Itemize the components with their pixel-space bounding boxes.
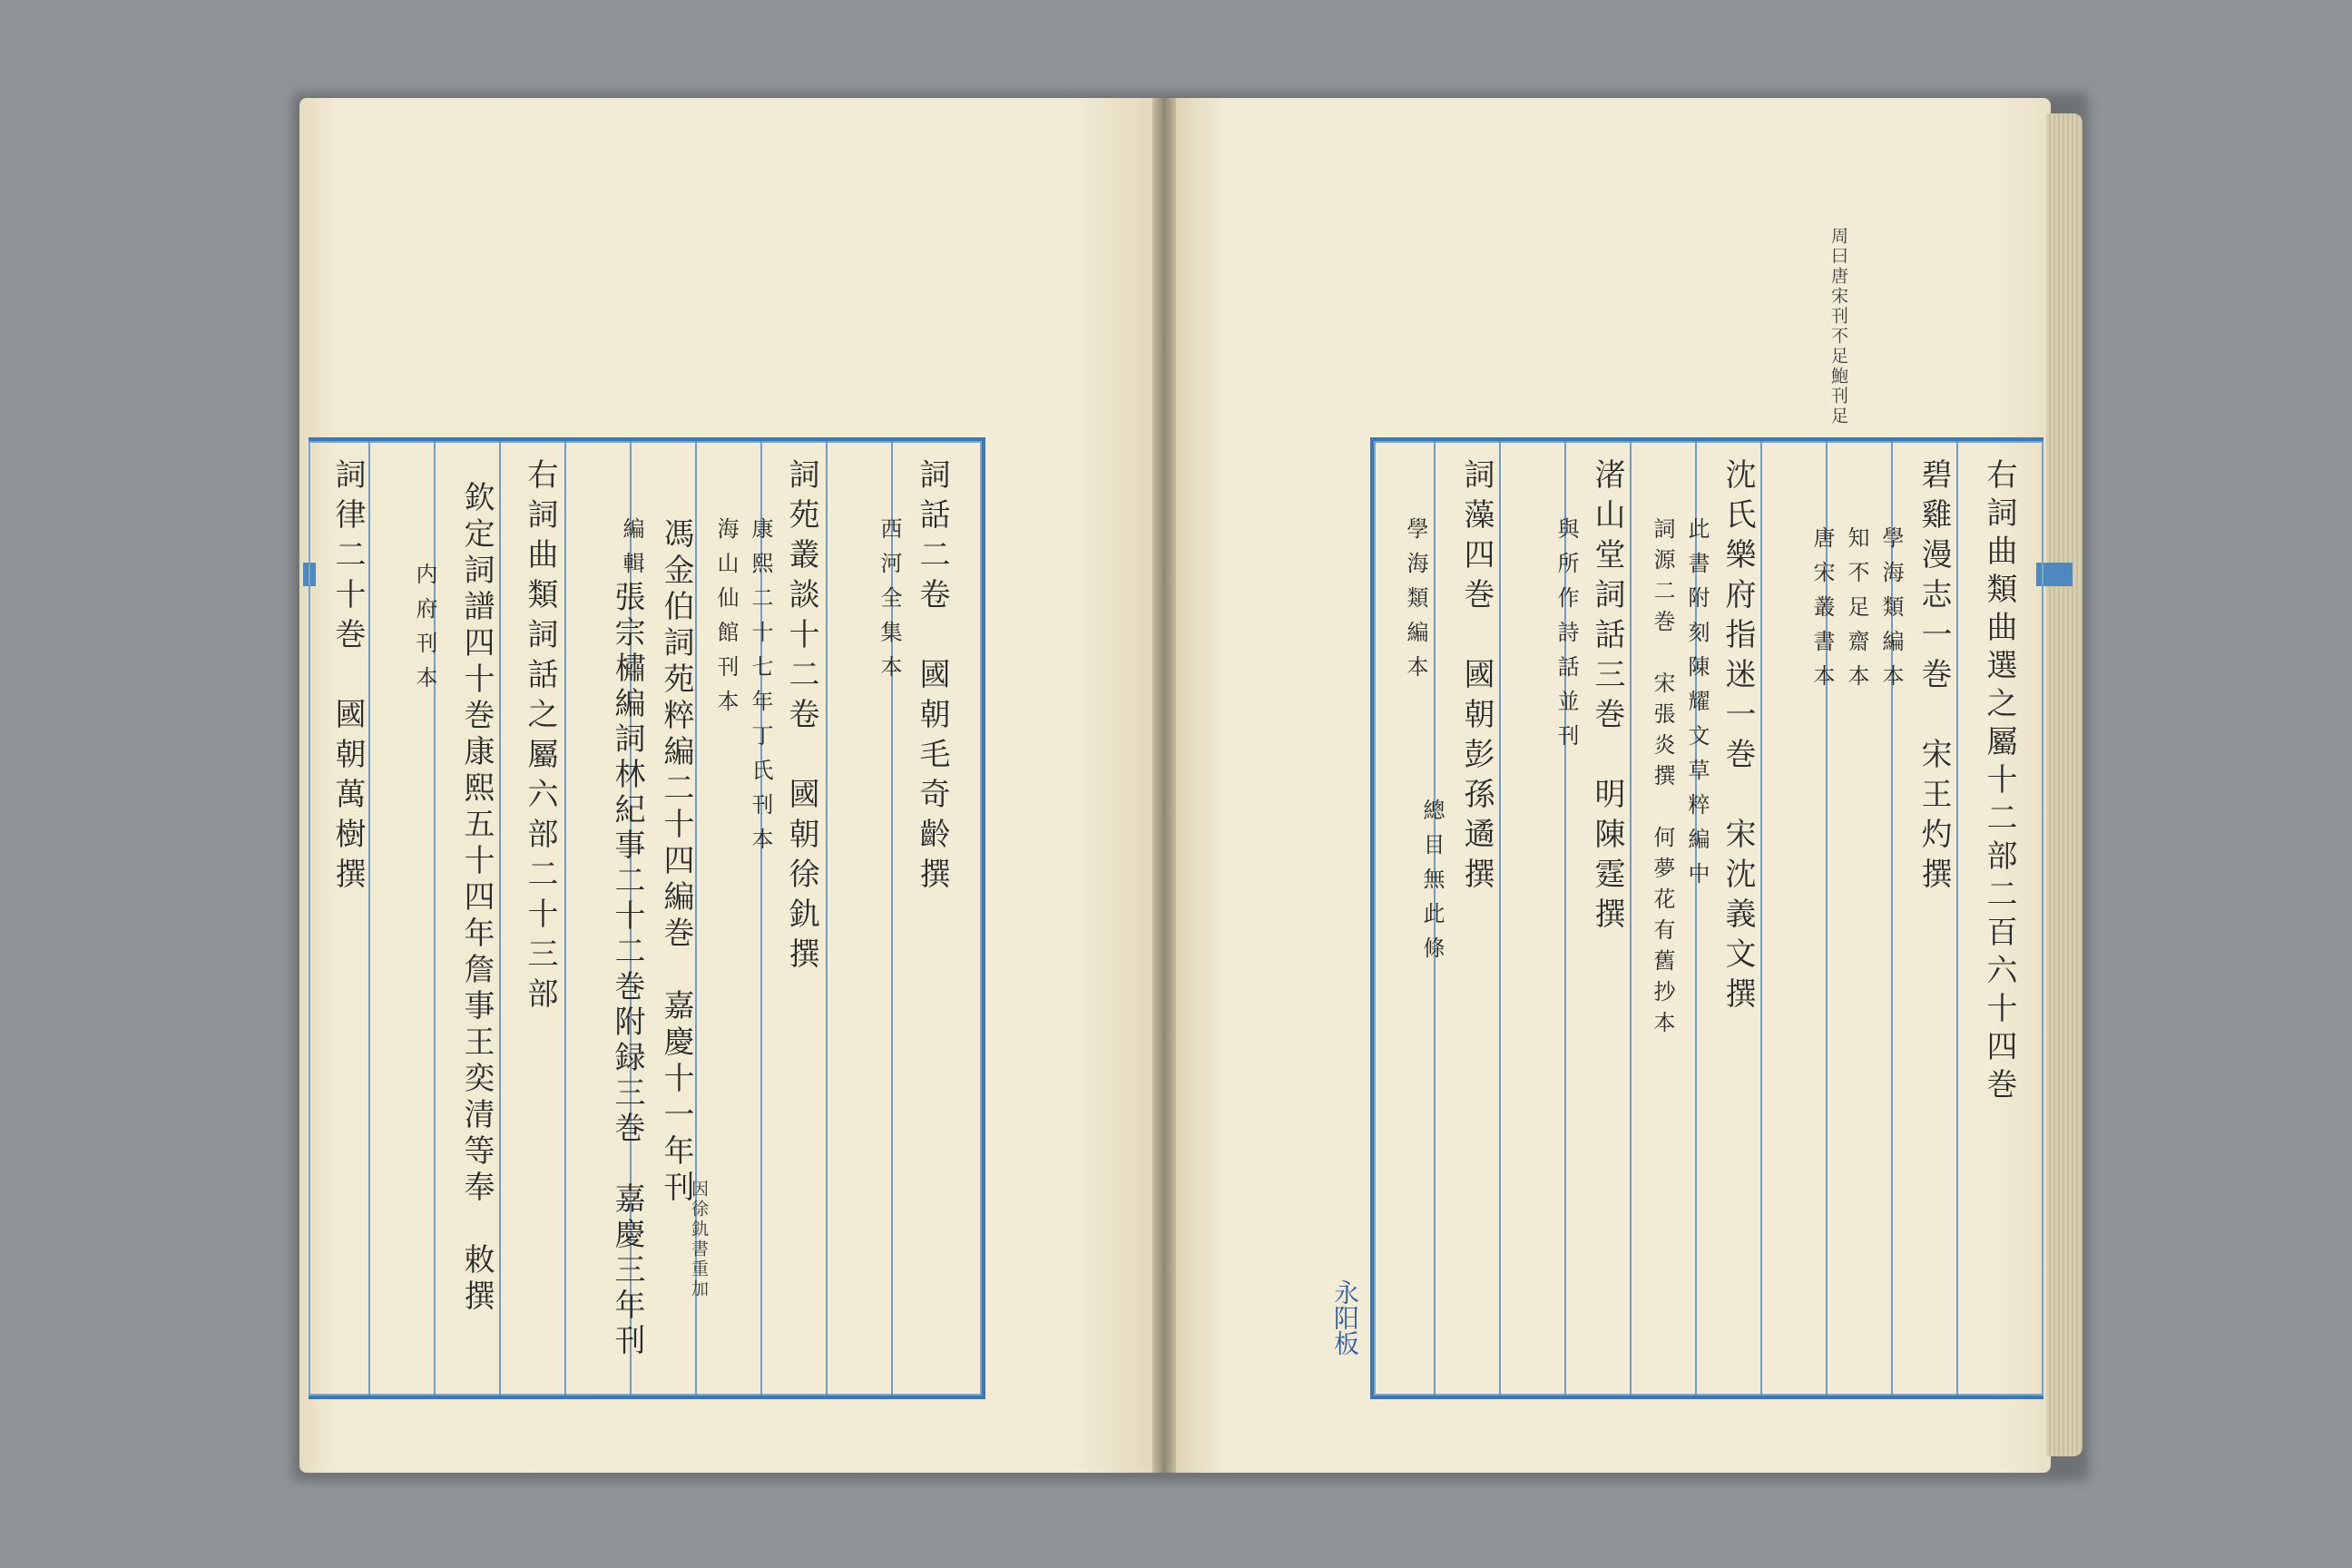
rule [499, 441, 501, 1396]
text-column: 海山仙館刊本 [713, 517, 739, 724]
text-column: 右詞曲類曲選之屬十二部二百六十四巻 [1981, 458, 2017, 1106]
text-column: 欽定詞譜四十巻康熙五十四年詹事王奕清等奉 敕撰 [458, 481, 495, 1316]
text-column: 張宗橚編詞林紀事二十二巻附録三巻 嘉慶三年刊 [609, 581, 645, 1359]
rule [1760, 441, 1762, 1396]
text-column: 詞苑叢談十二卷 國朝徐釚撰 [783, 458, 819, 977]
rule [1956, 441, 1958, 1396]
text-column: 學海類編本 [1878, 526, 1904, 699]
text-column: 馮金伯詞苑粹編二十四編巻 嘉慶十一年刊 [658, 517, 694, 1207]
text-column: 詞藻四巻 國朝彭孫遹撰 [1458, 458, 1494, 897]
publisher-stamp: 永阳板 [1330, 1279, 1360, 1356]
text-column: 唐宋叢書本 [1809, 526, 1835, 699]
text-column: 此書附刻陳耀文草粹編中 [1684, 517, 1710, 897]
text-column: 右詞曲類詞話之屬六部二十三部 [522, 458, 558, 1017]
text-column: 西河全集本 [877, 517, 902, 690]
text-column: 内府刊本 [412, 563, 437, 701]
text-column: 碧雞漫志一巻 宋王灼撰 [1916, 458, 1952, 897]
text-column: 總目無此條 [1419, 799, 1445, 971]
text-column: 知不足齋本 [1844, 526, 1869, 699]
rule [1630, 441, 1632, 1396]
rule [826, 441, 828, 1396]
text-column: 學海類編本 [1403, 517, 1428, 690]
annotation-note: 因徐釚書重加 [689, 1180, 709, 1299]
book-gutter [1152, 98, 1176, 1473]
page-edges [2046, 113, 2082, 1456]
rule [368, 441, 370, 1396]
rule [564, 441, 566, 1396]
text-column: 渚山堂詞話三巻 明陳霆撰 [1589, 458, 1625, 937]
text-column: 詞源二巻 宋張炎撰 何夢花有舊抄本 [1650, 517, 1675, 1042]
text-column: 與所作詩話並刊 [1553, 517, 1579, 759]
header-note: 周曰唐宋刊不足鮑刊足 [1828, 227, 1848, 426]
text-column: 編輯 [619, 517, 644, 586]
text-column: 沈氏樂府指迷一巻 宋沈義文撰 [1720, 458, 1756, 1017]
text-column: 康熙二十七年丁氏刊本 [748, 517, 773, 862]
text-column: 詞律二十巻 國朝萬樹撰 [329, 458, 366, 897]
rule [1499, 441, 1501, 1396]
text-column: 詞話二卷 國朝毛奇齡撰 [914, 458, 950, 897]
